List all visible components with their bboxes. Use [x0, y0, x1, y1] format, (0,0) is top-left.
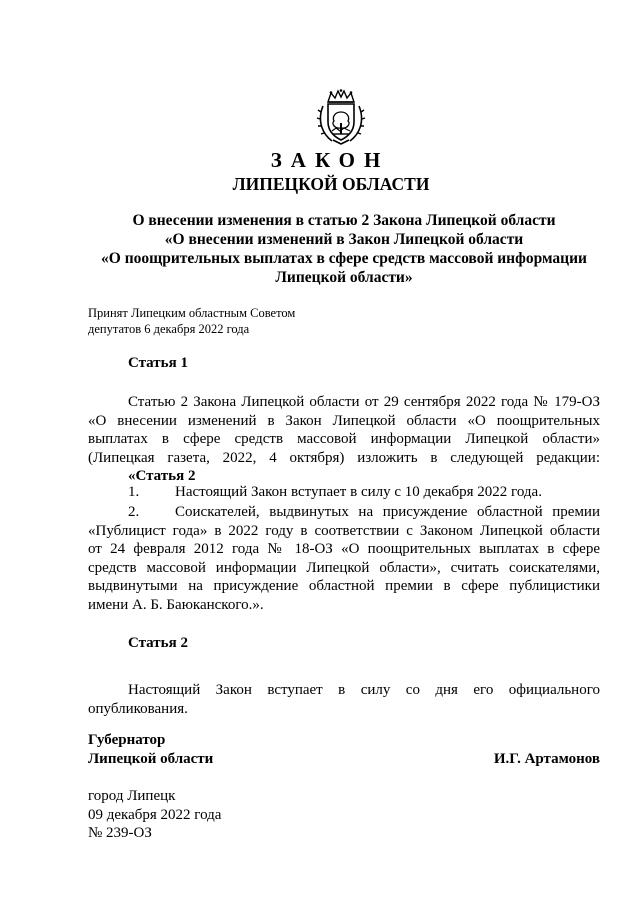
- item-2-first-line: [88, 503, 600, 522]
- lipetsk-coat-of-arms-icon: [316, 88, 366, 146]
- paragraph-line: выплатах в сфере средств массовой информации Липецкой области»: [88, 431, 600, 448]
- signatory-region: Липецкой области: [88, 751, 214, 767]
- item-2: [88, 503, 600, 615]
- paragraph-line: опубликования.: [88, 700, 188, 717]
- law-heading: ЗАКОН: [270, 148, 390, 172]
- law-number: № 239-ОЗ: [88, 825, 152, 841]
- item-2-number: 2.: [128, 504, 140, 520]
- paragraph-line: (Липецкая газета, 2022, 4 октября) изложить в следующей редакции:: [88, 449, 600, 466]
- region-heading: ЛИПЕЦКОЙ ОБЛАСТИ: [232, 174, 430, 194]
- issue-details: [88, 787, 221, 843]
- quoted-article-heading: «Статья 2: [128, 468, 196, 485]
- issue-date: 09 декабря 2022 года: [88, 806, 222, 823]
- adoption-note-line: депутатов 6 декабря 2022 года: [88, 321, 250, 336]
- article-1-paragraph: [88, 393, 600, 486]
- issue-city: город Липецк: [88, 788, 176, 804]
- adoption-note: [88, 306, 295, 337]
- item-2-text: Соискателей, выдвинутых на присуждение областной премии: [175, 504, 600, 520]
- paragraph-line: выдвинутыми на присуждение областной премии в сфере публицистики: [88, 578, 600, 595]
- item-1-text: Настоящий Закон вступает в силу с 10 декабря 2022 года.: [175, 484, 542, 500]
- paragraph-line: от 24 февраля 2012 года № 18-ОЗ «О поощрительных выплатах в сфере: [88, 541, 600, 558]
- adoption-note-line: Принят Липецким областным Советом: [88, 306, 296, 320]
- law-title-line: «О поощрительных выплатах в сфере средств массовой информации: [101, 250, 587, 267]
- paragraph-line: имени А. Б. Баюканского.».: [88, 596, 264, 613]
- signature-block: [88, 731, 600, 769]
- article-2-heading: Статья 2: [128, 635, 188, 651]
- law-title-line: «О внесении изменений в Закон Липецкой области: [164, 231, 524, 248]
- article-1-heading: Статья 1: [128, 355, 188, 371]
- law-title-line: Липецкой области»: [275, 269, 413, 286]
- paragraph-line: средств массовой информации Липецкой области», считать соискателями,: [88, 559, 600, 576]
- article-2-paragraph: [88, 681, 600, 718]
- signatory-name: И.Г. Артамонов: [493, 751, 600, 767]
- signatory-title: Губернатор: [88, 732, 166, 748]
- paragraph-line: Статью 2 Закона Липецкой области от 29 сентября 2022 года № 179-ОЗ: [128, 394, 600, 410]
- law-title-line: О внесении изменения в статью 2 Закона Липецкой области: [132, 212, 556, 229]
- paragraph-line: Настоящий Закон вступает в силу со дня его официального: [128, 682, 600, 698]
- paragraph-line: «Публицист года» в 2022 году в соответствии с Законом Липецкой области: [88, 522, 600, 539]
- law-title: [88, 211, 600, 287]
- item-1: [128, 483, 542, 502]
- item-1-number: 1.: [128, 484, 140, 500]
- paragraph-line: «О внесении изменений в Закон Липецкой области «О поощрительных: [88, 412, 600, 429]
